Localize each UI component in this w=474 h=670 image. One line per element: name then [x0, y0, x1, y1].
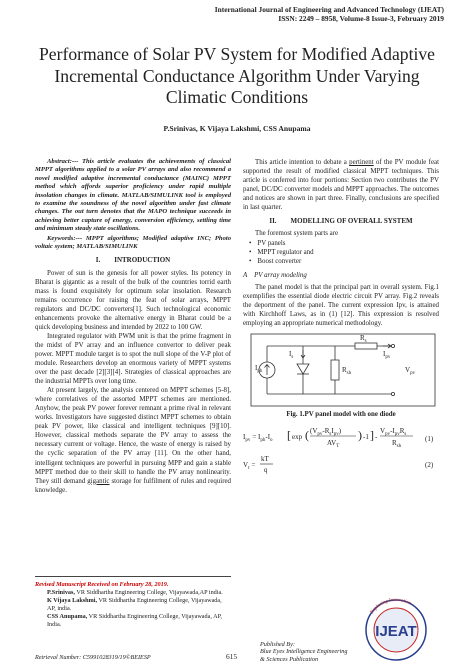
paper-authors: P.Srinivas, K Vijaya Lakshmi, CSS Anupama — [163, 124, 311, 133]
shunt-resistor-icon — [331, 360, 339, 380]
svg-text:-1: -1 — [363, 432, 369, 441]
list-item: • PV panels — [249, 239, 439, 248]
received-date: Revised Manuscript Received on February 28, 2019. — [35, 581, 169, 588]
figure-1 — [243, 332, 439, 419]
journal-name: International Journal of Engineering and Advanced Technology (IJEAT) — [214, 5, 444, 14]
svg-text:[: [ — [287, 427, 291, 442]
label-rsh: $R_{sh}$ — [342, 365, 352, 376]
equation-1 — [243, 423, 439, 451]
svg-text:): ) — [358, 427, 362, 442]
left-column — [35, 158, 231, 495]
svg-text:(: ( — [305, 427, 309, 442]
svg-text:Exploring Innovation: Exploring Innovation — [369, 597, 412, 616]
subsection-heading-pv-array: A PV array modeling — [243, 271, 307, 279]
svg-text:AVT: $AV_T$ — [327, 438, 340, 449]
svg-text:Rsh: $R_{sh}$ — [392, 438, 402, 449]
label-is: $I_s$ — [289, 349, 294, 360]
affiliation-1: P.Srinivas, VR Siddhartha Engineering College, Vijayawada,AP india. — [47, 588, 223, 596]
svg-text:exp: exp — [292, 432, 303, 441]
svg-text:q: q — [264, 465, 268, 474]
section-heading-modelling: II. MODELLING OF OVERALL SYSTEM — [269, 217, 413, 226]
intro-paragraph-3 — [35, 386, 231, 495]
pv-array-paragraph: The panel model is that the principal part in overall system. Fig.1 exemplifies the essential diode electric circuit PV array. Fig.2 reveals the deportment of the panel. The current expression Ipv, is attained with Kirchhoff Laws, as in (1) [12]. This expression is resolved employing an appropriate numerical methodology. — [243, 283, 439, 327]
svg-text:IJEAT: IJEAT — [375, 623, 417, 640]
diode-icon — [297, 364, 309, 374]
right-column — [243, 158, 439, 477]
svg-text:(Vpv-RsIpv): $(V_{pv}-R_sI_{pv})$ — [310, 426, 342, 437]
ijeat-logo — [354, 592, 438, 666]
svg-text:Ipv= Iph-Io: $I_{pv} = I_{ph}-I_o$ — [243, 432, 273, 443]
intro-paragraph-4 — [243, 158, 439, 212]
abstract: Abstract:--- This article evaluates the achievements of classical MPPT algorithms applied to a solar PV arrays and also recommend a novel modified adaptive incremental conductance (MAINC) MPPT method which affords superior proficiency under rapid multiple insolation changes in climate. MATLAB/SIMULINK tool is employed to examine the soundness of the novel algorithm under fast climate changes. The out turn denotes that the MAPO technique succeeds in achieving better capture of energy, conversion efficiency, settling time and minimum steady state oscillations. — [35, 158, 231, 233]
affiliation-3: CSS Anupama, VR Siddhartha Engineering College, Vijayawada, AP, India. — [47, 613, 222, 628]
intro-paragraph-1: Power of sun is the genesis for all power styles. Its potency in Bharat is gigantic as a result of the bulk of the countries torrid earth mass is found exquisitely for optimum solar insolation. Research remains occurrence for raising the feat of solar arrays, MPPT regulators and DC/DC converters[1]. Such technological economic enhancements provoke the alternative energy in Bharat could be a quick developing business and intended by 2022 to 100 GW. — [35, 269, 231, 331]
svg-text:kT: kT — [261, 454, 269, 463]
system-parts-list — [249, 239, 439, 266]
affiliation-2: K Vijaya Lakshmi, VR Siddhartha Engineering College, Vijayawada, AP, india. — [47, 597, 222, 612]
equation-2 — [243, 453, 439, 477]
intro-paragraph-4-a: This article intention to debate a — [255, 159, 350, 166]
journal-header — [215, 5, 444, 23]
link-pertinent[interactable]: pertinent — [349, 159, 374, 166]
label-vpv: $V_{pv}$ — [405, 365, 416, 376]
section-heading-introduction: I. INTRODUCTION — [95, 256, 171, 265]
page-number: 615 — [226, 652, 238, 661]
equation-1-number: (1) — [425, 434, 434, 443]
label-iph: $I_{ph}$ — [255, 363, 263, 374]
system-parts-lead: The foremost system parts are — [255, 230, 339, 238]
retrieval-number: Retrieval Number: C5991028319/19©BEIESP — [35, 654, 151, 661]
intro-paragraph-3-b: storage for fulfilment of rules and required knowledge. — [35, 477, 231, 494]
list-item: • MPPT regulator and — [249, 248, 439, 257]
label-ipv: $I_{pv}$ — [383, 349, 391, 360]
figure-1-caption: Fig. 1.PV panel model with one diode — [286, 410, 396, 418]
journal-issn: ISSN: 2249 – 8958, Volume-8 Issue-3, February 2019 — [278, 14, 444, 23]
svg-text:Vt=: $V_t$ = — [243, 460, 256, 471]
svg-text:Vpv-IpvRs: $V_{pv}-I_{pv}R_s$ — [380, 426, 407, 437]
list-item: • Boost converter — [249, 257, 439, 266]
keywords: Keywords:--- MPPT algorithms; Modified adaptive INC; Photo voltaic system; MATLAB/SIMULINK — [35, 234, 231, 251]
pv-circuit-diagram — [243, 332, 439, 408]
publisher-info: Published By: Blue Eyes Intelligence Engineering & Sciences Publication — [260, 641, 348, 663]
svg-text:]: ] — [370, 427, 374, 442]
label-rs: $R_s$ — [360, 333, 367, 344]
footnote — [35, 576, 231, 630]
intro-paragraph-2: Integrated regulator with PWM unit is that the prime fragment in the midst of PV array and an influence convertor to deliver peak power. MPPT module target is to spot the null slope of the V-P plot of module. Researchers develop an enormous variety of MPPT systems over the past decade [2][3][4]. Strategies of classical approaches are the industrial MPPTs over long time. — [35, 332, 231, 386]
link-gigantic[interactable]: gigantic — [87, 477, 110, 485]
equation-2-number: (2) — [425, 460, 434, 469]
svg-text:-: - — [375, 432, 378, 441]
intro-paragraph-3-a: At present largely, the analysis centered on MPPT schemes [5-8], where correlatives of the assorted MPPT schemes are mentioned. Anyhow, the peak PV power forever remnant a prime rival in relevant works. Investigators have suggested distinct MPPT schemes to obtain peak PV power, like classical and intelligent techniques [9][10]. However, classical methods separate the PV array to assess the necessary current or voltage. Hence, the waste of energy is raised by the cyclic separation of the PV array [11]. On the other hand, intelligent techniques are powerful in pursuing MPP and gain a stable MPPT method due to their skill to handle the PV array nonlinearity. They still demand — [35, 387, 231, 485]
paper-title: Performance of Solar PV System for Modified Adaptive Incremental Conductance Algorithm Under Varying Climatic Conditions — [39, 44, 435, 107]
intro-paragraph-4-b: of the PV module feat supported the result of modified classical MPPT techniques. This article is conferred into four portions: Section two contributes the PV panel, DC/DC converter models and MPPT approaches. The outcomes and notices are shown in part three. Finally, conclusions are specified in last quarter. — [243, 159, 439, 212]
